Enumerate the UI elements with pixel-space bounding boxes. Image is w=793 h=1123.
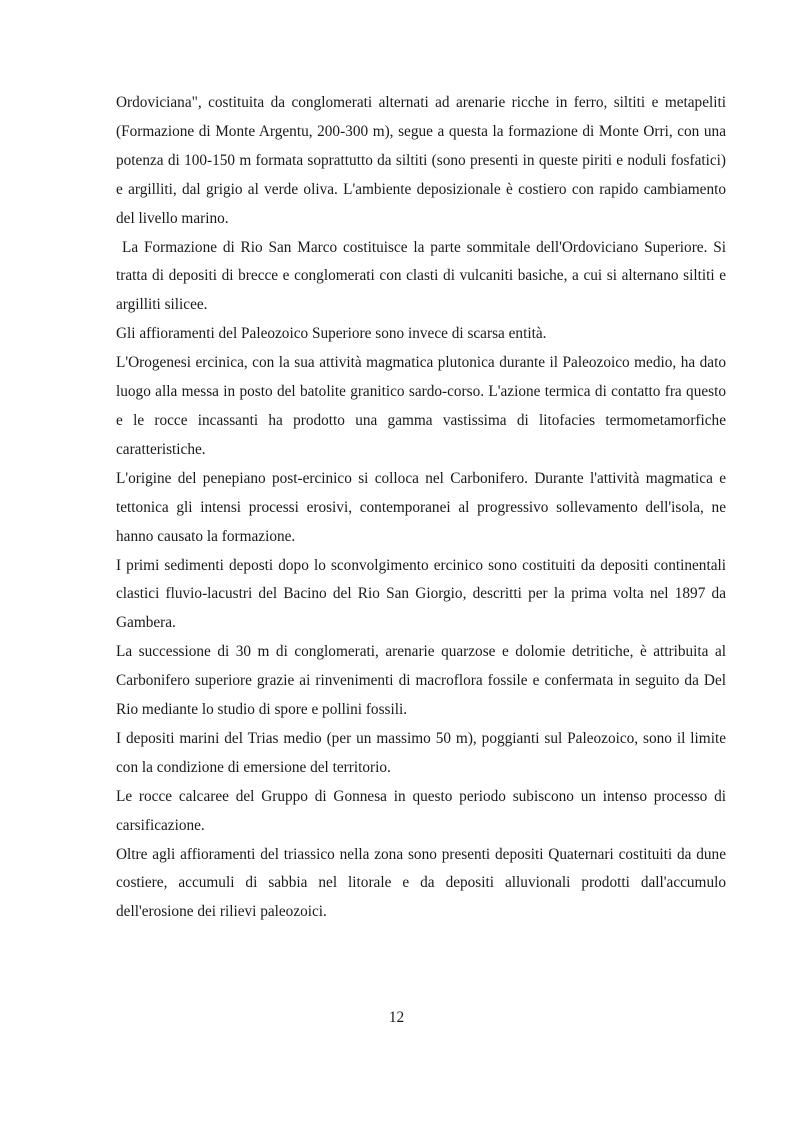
paragraph-penepiano: L'origine del penepiano post-ercinico si colloca nel Carbonifero. Durante l'attività magmatica e tettonica gli intensi processi erosivi, contemporanei al progressivo sollevamento dell'isola, ne hanno causato la formazione. xyxy=(116,469,726,545)
paragraph-gruppo-gonnesa: Le rocce calcaree del Gruppo di Gonnesa in questo periodo subiscono un intenso processo di carsificazione. xyxy=(116,787,726,834)
paragraph-primi-sedimenti: I primi sedimenti deposti dopo lo sconvolgimento ercinico sono costituiti da depositi continentali clastici fluvio-lacustri del Bacino del Rio San Giorgio, descritti per la prima volta nel 1897 da Gambera. xyxy=(116,556,726,632)
paragraph-rio-san-marco: La Formazione di Rio San Marco costituisce la parte sommitale dell'Ordoviciano Superiore. Si tratta di depositi di brecce e conglomerati con clasti di vulcaniti basiche, a cui si alternano siltiti e argilliti silicee. xyxy=(116,238,726,314)
document-body xyxy=(116,89,726,927)
paragraph-orogenesi-ercinica: L'Orogenesi ercinica, con la sua attività magmatica plutonica durante il Paleozoico medio, ha dato luogo alla messa in posto del batolite granitico sardo-corso. L'azione termica di contatto fra questo e le rocce incassanti ha prodotto una gamma vastissima di litofacies termometamorfiche caratteristiche. xyxy=(116,354,726,458)
paragraph-quaternario: Oltre agli affioramenti del triassico nella zona sono presenti depositi Quaternari costituiti da dune costiere, accumuli di sabbia nel litorale e da depositi alluvionali prodotti dall'accumulo dell'erosione dei rilievi paleozoici. xyxy=(116,845,726,921)
paragraph-successione-carbonifero: La successione di 30 m di conglomerati, arenarie quarzose e dolomie detritiche, è attribuita al Carbonifero superiore grazie ai rinvenimenti di macroflora fossile e confermata in seguito da Del Rio mediante lo studio di spore e pollini fossili. xyxy=(116,643,726,719)
paragraph-paleozoico-superiore: Gli affioramenti del Paleozoico Superiore sono invece di scarsa entità. xyxy=(116,325,547,343)
paragraph-trias-medio: I depositi marini del Trias medio (per un massimo 50 m), poggianti sul Paleozoico, sono il limite con la condizione di emersione del territorio. xyxy=(116,729,726,776)
page-number: 12 xyxy=(388,1009,405,1026)
paragraph-ordoviciana: Ordoviciana", costituita da conglomerati alternati ad arenarie ricche in ferro, siltiti e metapeliti (Formazione di Monte Argentu, 200-300 m), segue a questa la formazione di Monte Orri, con una potenza di 100-150 m formata soprattutto da siltiti (sono presenti in queste piriti e noduli fosfatici) e argilliti, dal grigio al verde oliva. L'ambiente deposizionale è costiero con rapido cambiamento del livello marino. xyxy=(116,94,726,227)
